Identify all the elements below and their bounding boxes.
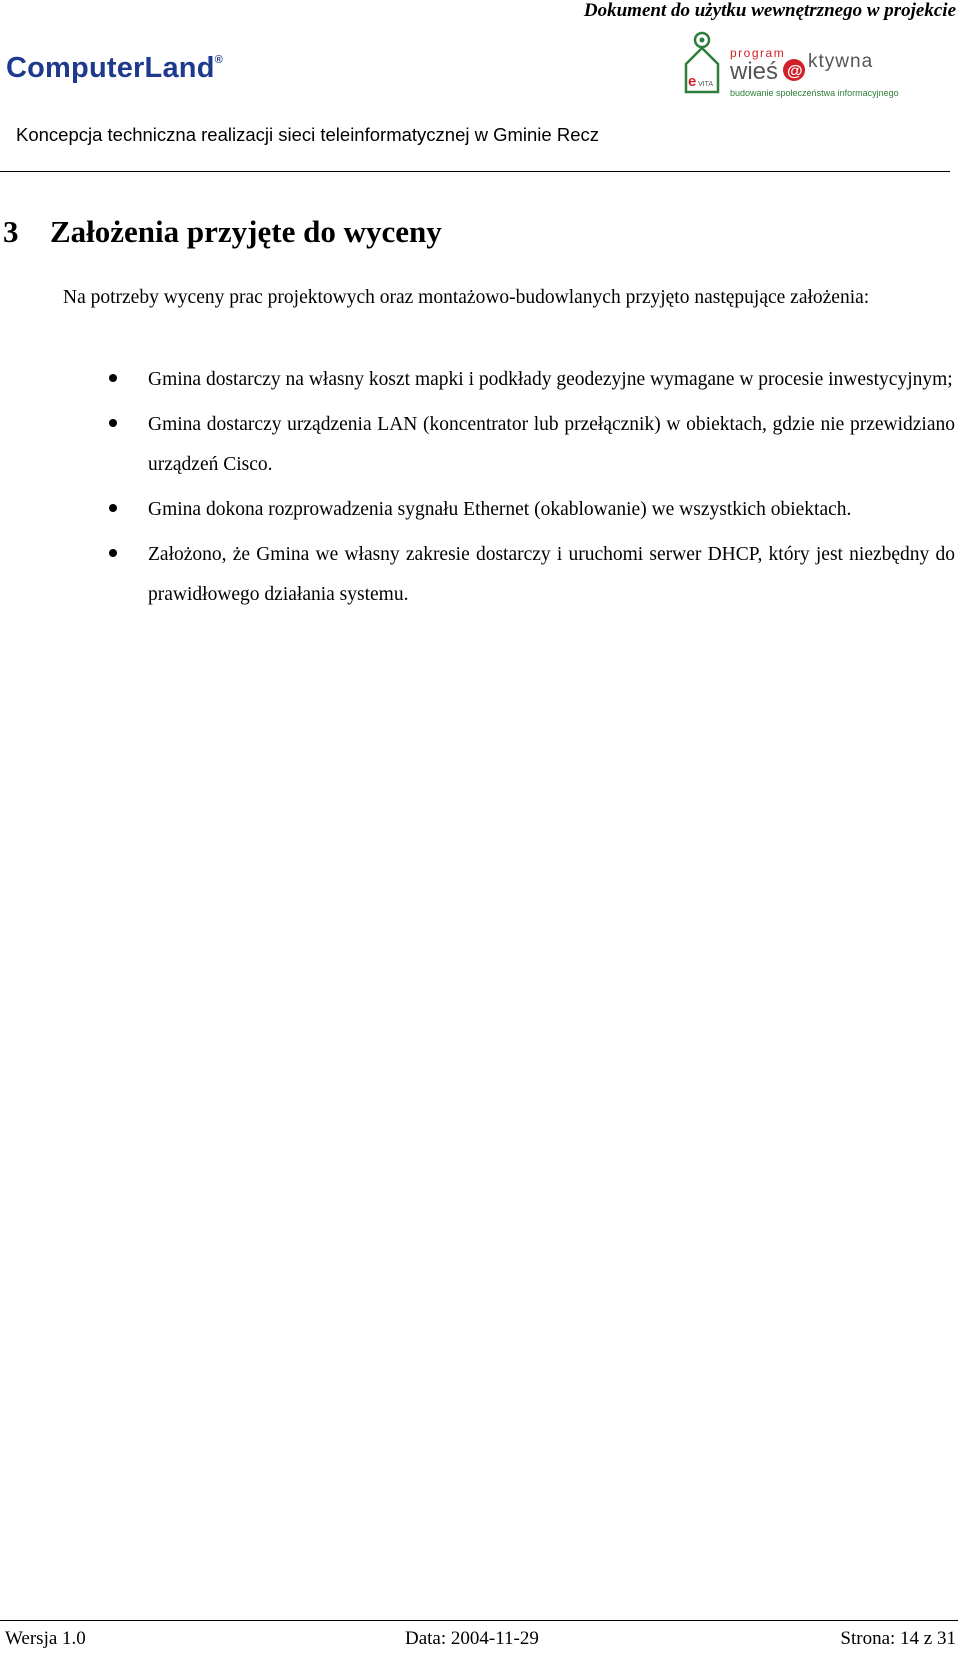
wies-label: wieś	[730, 58, 779, 85]
at-mark: @	[787, 63, 803, 80]
document-subtitle: Koncepcja techniczna realizacji sieci teleinformatycznej w Gminie Recz	[16, 124, 599, 145]
program-label: program	[730, 46, 786, 60]
page-footer	[0, 1624, 960, 1652]
registered-mark: ®	[214, 54, 223, 66]
list-item	[0, 405, 960, 485]
footer-version: Wersja 1.0	[5, 1628, 86, 1649]
list-item	[0, 535, 960, 615]
section-heading	[3, 214, 442, 250]
list-item	[0, 360, 960, 400]
list-item	[0, 490, 960, 530]
bullet-icon	[109, 374, 117, 382]
section-title: Założenia przyjęte do wyceny	[50, 214, 442, 249]
list-item-text: Gmina dostarczy na własny koszt mapki i podkłady geodezyjne wymagane w procesie inwestycyjnym;	[148, 369, 953, 390]
computerland-logo	[6, 52, 223, 85]
aktywna-label: ktywna	[808, 51, 874, 72]
confidentiality-note: Dokument do użytku wewnętrznego w projekcie	[583, 0, 956, 21]
header-divider	[0, 171, 950, 172]
bullet-icon	[109, 549, 117, 557]
evita-mark-rest: VITA	[698, 81, 714, 88]
computerland-logo-text: ComputerLand	[6, 52, 215, 84]
list-item-text: Gmina dostarczy urządzenia LAN (koncentrator lub przełącznik) w obiektach, gdzie nie przewidziano urządzeń Cisco.	[148, 414, 955, 475]
logo-tagline: budowanie społeczeństwa informacyjnego	[730, 88, 899, 98]
bullet-icon	[109, 504, 117, 512]
wies-aktywna-logo	[684, 30, 936, 102]
evita-mark: e	[688, 73, 697, 90]
footer-date: Data: 2004-11-29	[405, 1628, 539, 1649]
assumption-list	[0, 360, 960, 620]
footer-divider	[0, 1620, 958, 1621]
section-number: 3	[3, 214, 19, 249]
section-intro: Na potrzeby wyceny prac projektowych oraz montażowo-budowlanych przyjęto następujące założenia:	[63, 287, 870, 308]
list-item-text: Gmina dokona rozprowadzenia sygnału Ethernet (okablowanie) we wszystkich obiektach.	[148, 499, 852, 520]
footer-page-number: Strona: 14 z 31	[840, 1628, 956, 1649]
list-item-text: Założono, że Gmina we własny zakresie dostarczy i uruchomi serwer DHCP, który jest niezbędny do prawidłowego działania systemu.	[148, 544, 955, 605]
bullet-icon	[109, 419, 117, 427]
